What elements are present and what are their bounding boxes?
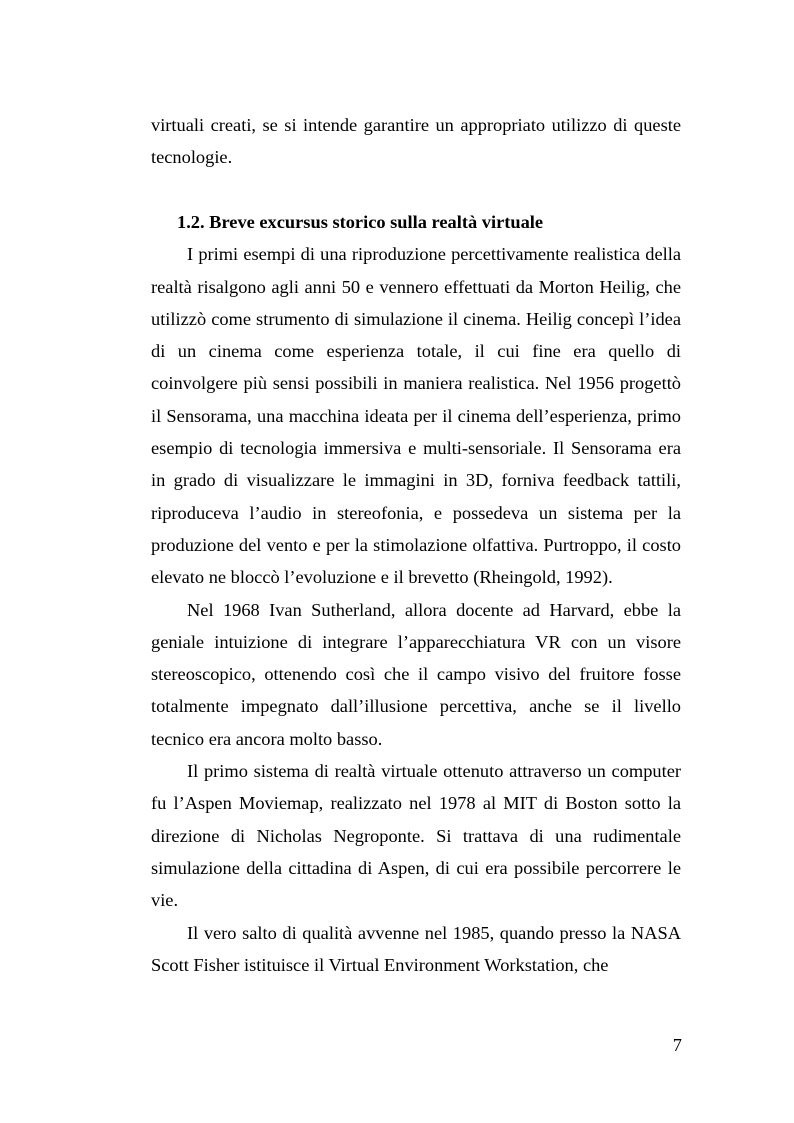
page-number: 7	[672, 1035, 682, 1055]
paragraph-nasa: Il vero salto di qualità avvenne nel 1985, quando presso la NASA Scott Fisher istituisce il Virtual Environment Workstation, che	[151, 922, 681, 975]
intro-paragraph: virtuali creati, se si intende garantire un appropriato utilizzo di queste tecnologie.	[151, 115, 681, 168]
paragraph-aspen-moviemap: Il primo sistema di realtà virtuale ottenuto attraverso un computer fu l’Aspen Moviemap, realizzato nel 1978 al MIT di Boston sotto la direzione di Nicholas Negroponte. Si trattava di una rudimentale simulazione della cittadina di Aspen, di cui era possibile percorrere le vie.	[151, 761, 681, 911]
section-heading: 1.2. Breve excursus storico sulla realtà virtuale	[177, 212, 544, 232]
paragraph-heilig: I primi esempi di una riproduzione percettivamente realistica della realtà risalgono agli anni 50 e vennero effettuati da Morton Heilig, che utilizzò come strumento di simulazione il cinema. Heilig concepì l’idea di un cinema come esperienza totale, il cui fine era quello di coinvolgere più sensi possibili in maniera realistica. Nel 1956 progettò il Sensorama, una macchina ideata per il cinema dell’esperienza, primo esempio di tecnologia immersiva e multi-sensoriale. Il Sensorama era in grado di visualizzare le immagini in 3D, forniva feedback tattili, riproduceva l’audio in stereofonia, e possedeva un sistema per la produzione del vento e per la stimolazione olfattiva. Purtroppo, il costo elevato ne bloccò l’evoluzione e il brevetto (Rheingold, 1992).	[151, 244, 681, 588]
history-section	[151, 206, 681, 981]
paragraph-sutherland: Nel 1968 Ivan Sutherland, allora docente ad Harvard, ebbe la geniale intuizione di integrare l’apparecchiatura VR con un visore stereoscopico, ottenendo così che il campo visivo del fruitore fosse totalmente impegnato dall’illusione percettiva, anche se il livello tecnico era ancora molto basso.	[151, 599, 681, 749]
